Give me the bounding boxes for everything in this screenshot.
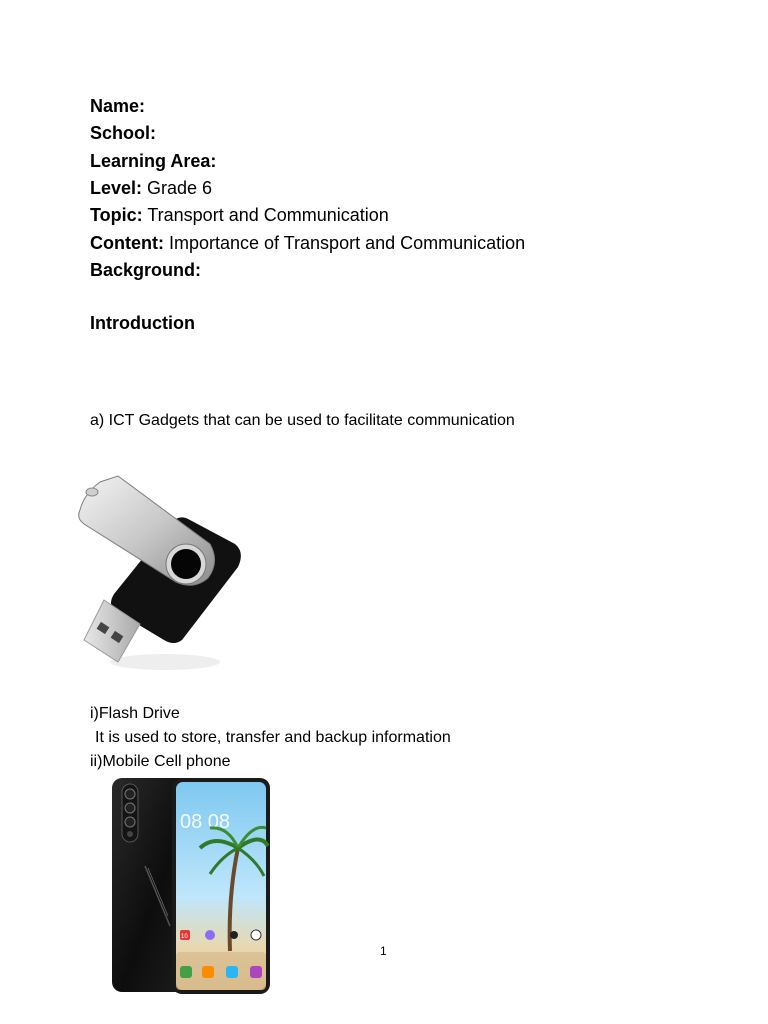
- field-label: School:: [90, 123, 156, 143]
- section-a-text: a) ICT Gadgets that can be used to facilitate communication: [90, 412, 515, 429]
- mobile-phone-image: [110, 776, 272, 996]
- field-label: Name:: [90, 96, 146, 116]
- field-background: [90, 259, 201, 281]
- field-label: Background:: [90, 260, 202, 280]
- field-learning-area: [90, 150, 216, 172]
- field-name: [90, 95, 145, 117]
- field-value: Importance of Transport and Communication: [163, 233, 526, 253]
- email-icon: [251, 930, 261, 940]
- calendar-icon-date: 10: [181, 934, 188, 940]
- field-value: Transport and Communication: [142, 205, 389, 225]
- browser-icon: [250, 966, 262, 978]
- flash-drive-title: i)Flash Drive: [90, 705, 180, 722]
- field-label: Content:: [90, 233, 164, 253]
- flash-drive-image: [70, 472, 245, 677]
- phone-call-icon: [180, 966, 192, 978]
- field-label: Topic:: [90, 205, 143, 225]
- music-icon: [205, 930, 215, 940]
- field-topic: [90, 204, 389, 226]
- flash-drive-description: It is used to store, transfer and backup information: [95, 729, 451, 746]
- introduction-heading: Introduction: [90, 313, 195, 333]
- field-label: Learning Area:: [90, 151, 217, 171]
- field-label: Level:: [90, 178, 143, 198]
- field-level: [90, 177, 212, 199]
- field-content: [90, 232, 525, 254]
- field-school: [90, 122, 156, 144]
- phone-clock-text: 08 08: [180, 811, 231, 833]
- contacts-icon: [202, 966, 214, 978]
- mobile-phone-title: ii)Mobile Cell phone: [90, 753, 231, 770]
- camera-app-icon: [230, 931, 238, 939]
- page-number: 1: [380, 944, 387, 958]
- messages-icon: [226, 966, 238, 978]
- field-value: Grade 6: [142, 178, 213, 198]
